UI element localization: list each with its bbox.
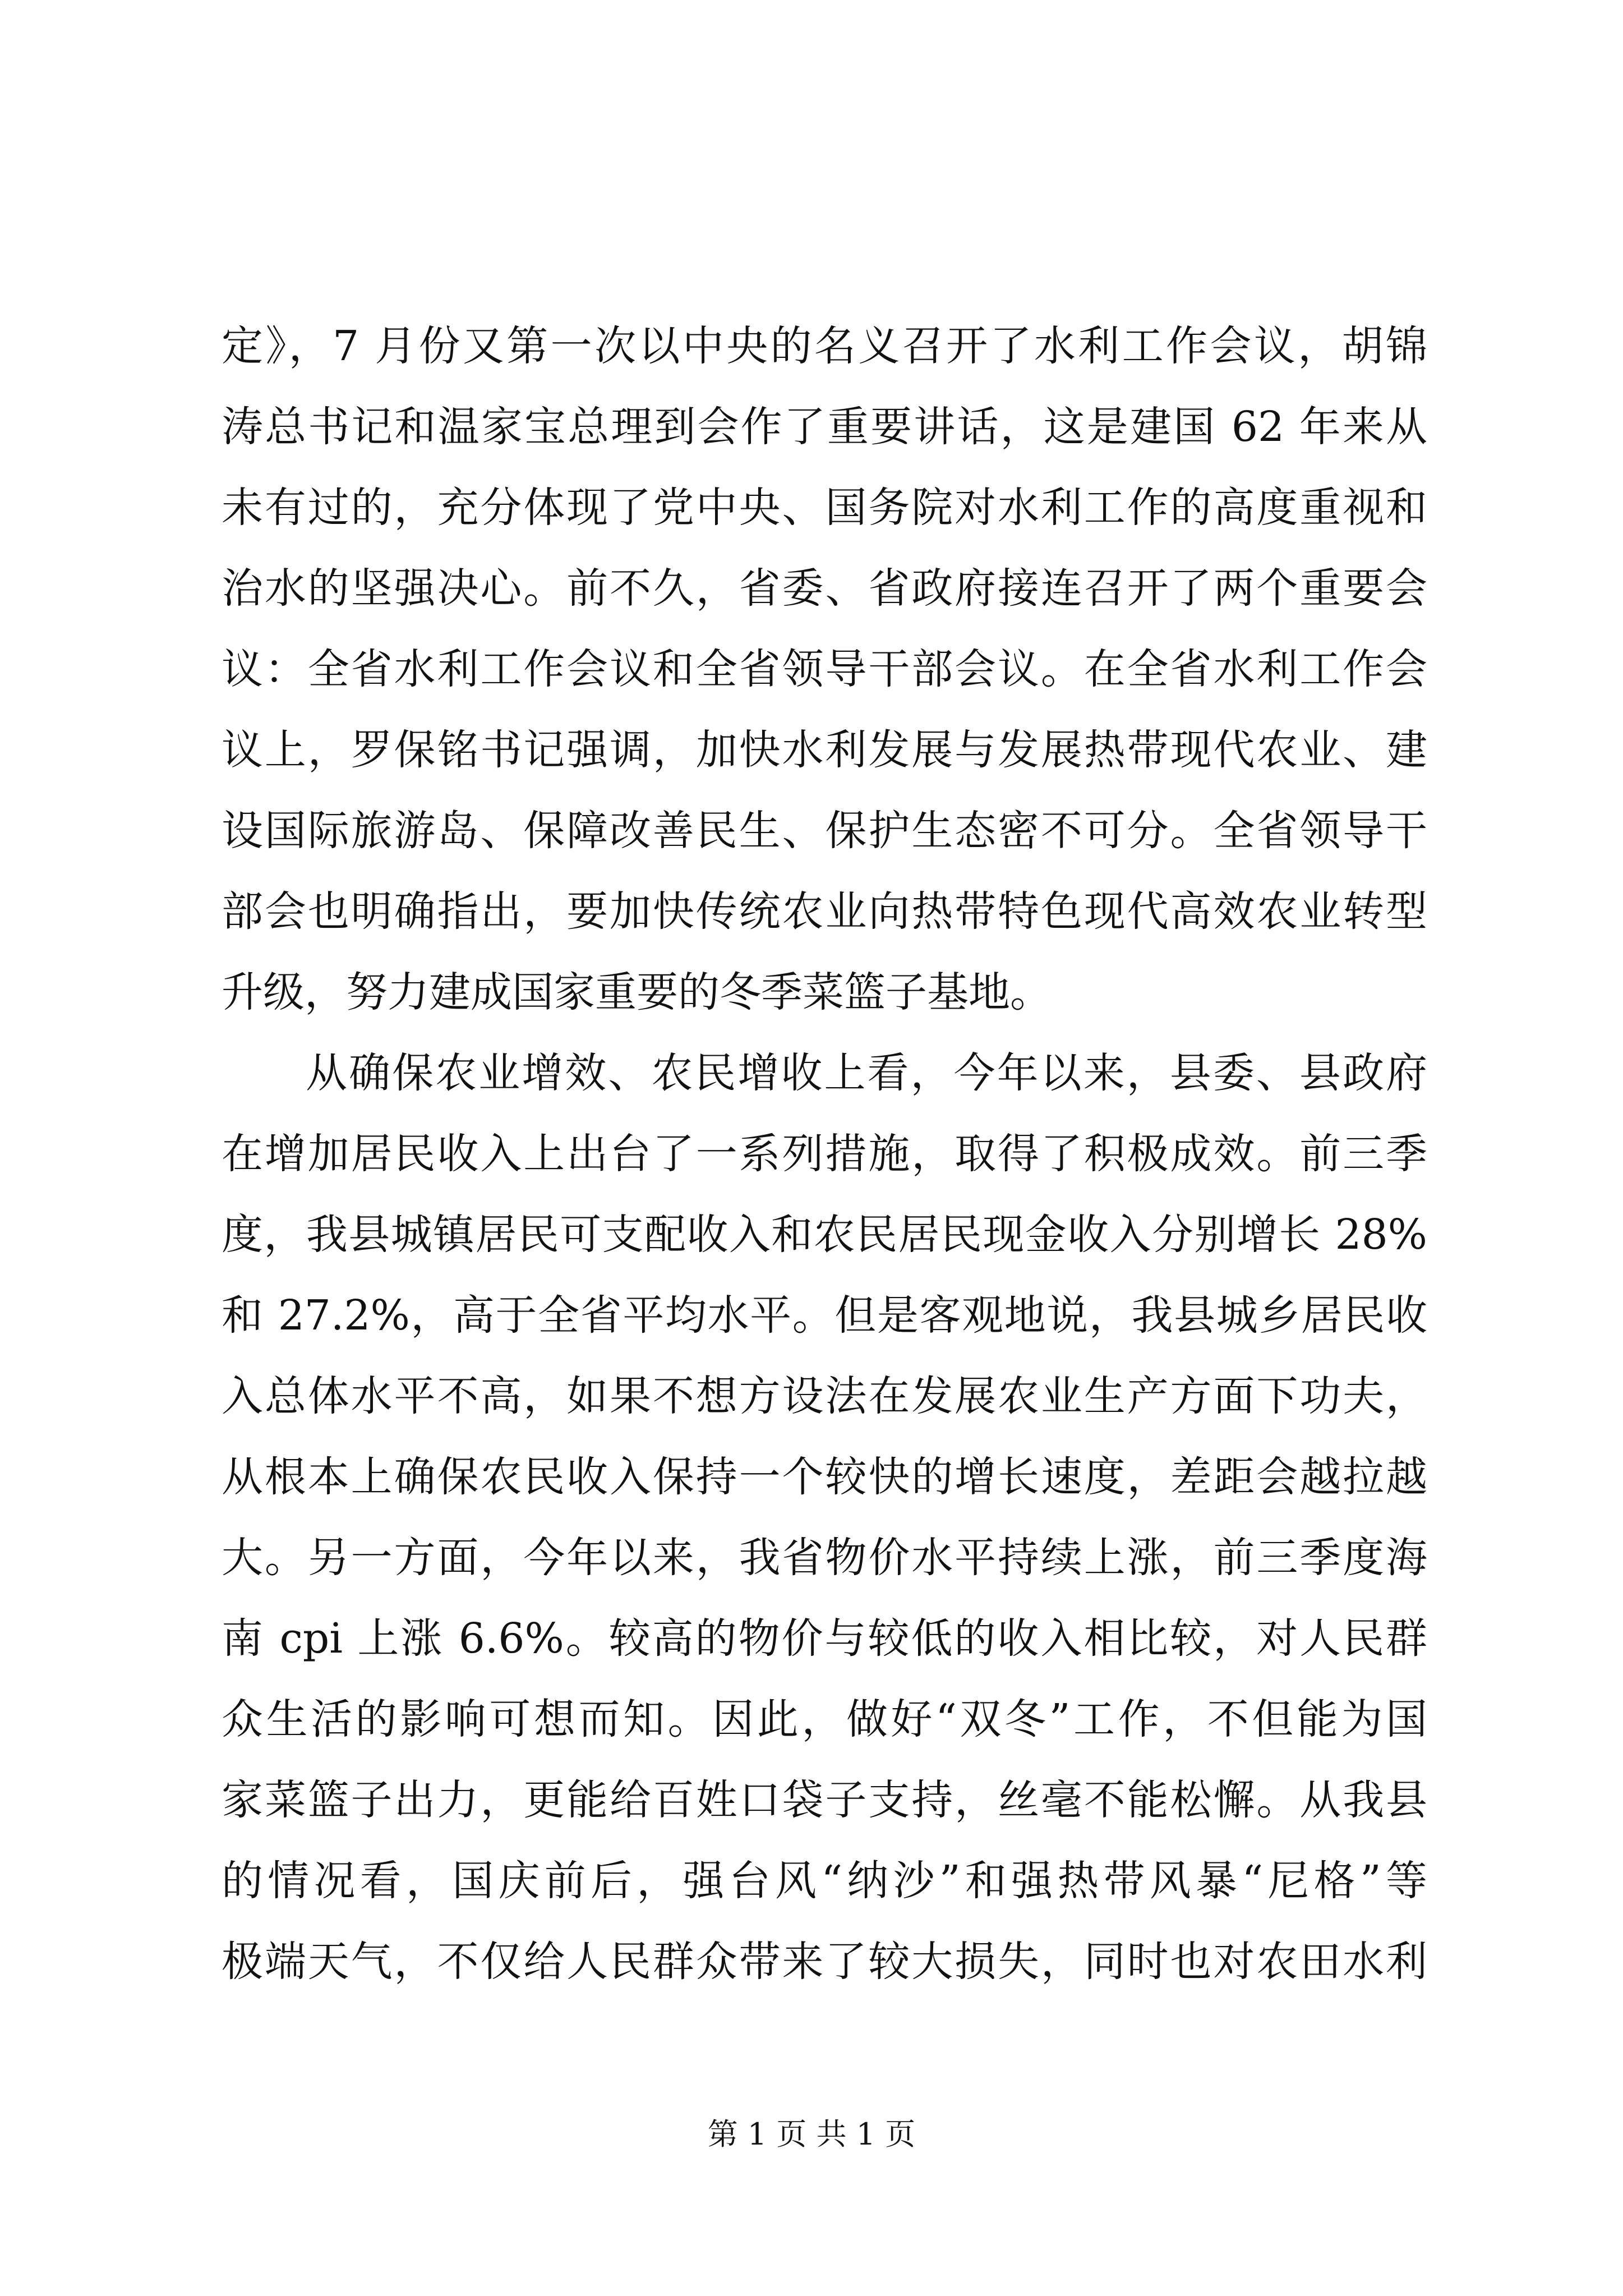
paragraph-2: [222, 1033, 1427, 2002]
paragraph-line: 极端天气，不仅给人民群众带来了较大损失，同时也对农田水利: [222, 1938, 1427, 1986]
paragraph-line: 的情况看，国庆前后，强台风“纳沙”和强热带风暴“尼格”等: [222, 1857, 1427, 1905]
paragraph-line: 家菜篮子出力，更能给百姓口袋子支持，丝毫不能松懈。从我县: [222, 1776, 1427, 1824]
paragraph-line: 未有过的，充分体现了党中央、国务院对水利工作的高度重视和: [222, 484, 1427, 532]
document-body: [222, 306, 1427, 2002]
paragraph-line: 入总体水平不高，如果不想方设法在发展农业生产方面下功夫，: [222, 1372, 1427, 1420]
paragraph-line: 议：全省水利工作会议和全省领导干部会议。在全省水利工作会: [222, 645, 1427, 693]
paragraph-line: 议上，罗保铭书记强调，加快水利发展与发展热带现代农业、建: [222, 726, 1427, 774]
paragraph-line: 设国际旅游岛、保障改善民生、保护生态密不可分。全省领导干: [222, 807, 1427, 855]
page-number-footer: 第 1 页 共 1 页: [707, 2116, 916, 2152]
paragraph-1: [222, 306, 1427, 1033]
paragraph-first-line: 从确保农业增效、农民增收上看，今年以来，县委、县政府: [306, 1049, 1427, 1097]
paragraph-line: 南 cpi 上涨 6.6%。较高的物价与较低的收入相比较，对人民群: [222, 1614, 1427, 1663]
paragraph-line: 治水的坚强决心。前不久，省委、省政府接连召开了两个重要会: [222, 564, 1427, 613]
paragraph-line: 众生活的影响可想而知。因此，做好“双冬”工作，不但能为国: [222, 1695, 1427, 1743]
paragraph-line: 涛总书记和温家宝总理到会作了重要讲话，这是建国 62 年来从: [222, 403, 1427, 451]
paragraph-line: 定》，7 月份又第一次以中央的名义召开了水利工作会议，胡锦: [222, 322, 1427, 370]
paragraph-line: 从根本上确保农民收入保持一个较快的增长速度，差距会越拉越: [222, 1453, 1427, 1501]
paragraph-line: 在增加居民收入上出台了一系列措施，取得了积极成效。前三季: [222, 1130, 1427, 1178]
paragraph-line: 部会也明确指出，要加快传统农业向热带特色现代高效农业转型: [222, 887, 1427, 936]
paragraph-line: 升级，努力建成国家重要的冬季菜篮子基地。: [222, 968, 1052, 1016]
paragraph-line: 度，我县城镇居民可支配收入和农民居民现金收入分别增长 28%: [222, 1211, 1427, 1259]
paragraph-line: 大。另一方面，今年以来，我省物价水平持续上涨，前三季度海: [222, 1534, 1427, 1582]
paragraph-line: 和 27.2%，高于全省平均水平。但是客观地说，我县城乡居民收: [222, 1291, 1427, 1340]
